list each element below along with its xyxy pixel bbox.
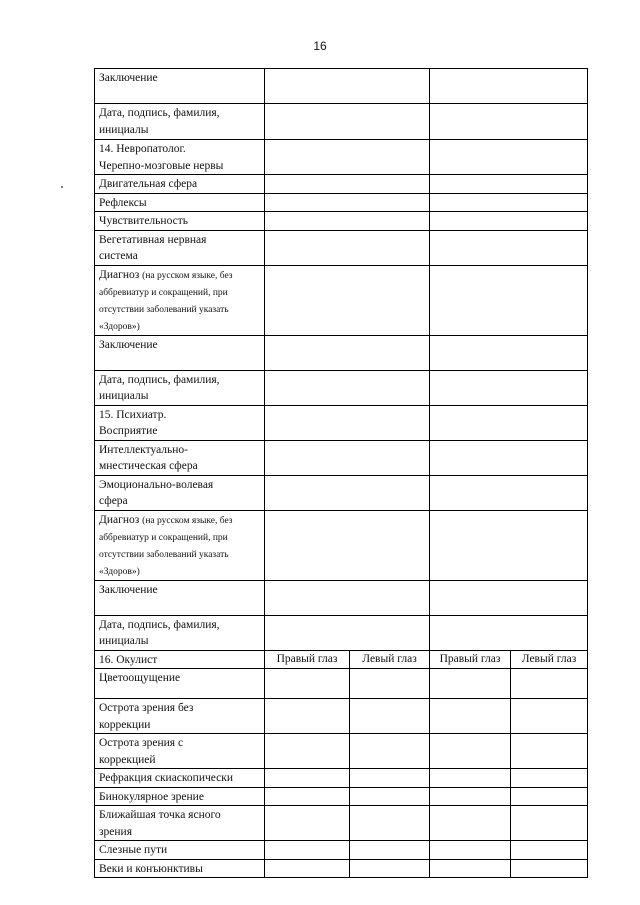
entry-cell[interactable] — [430, 510, 588, 580]
signature-label: Дата, подпись, фамилия, инициалы — [95, 370, 265, 405]
entry-cell[interactable] — [430, 806, 511, 841]
table-row — [95, 769, 588, 788]
table-row — [95, 104, 588, 140]
entry-cell[interactable] — [265, 806, 350, 841]
entry-cell[interactable] — [265, 370, 430, 405]
entry-cell[interactable] — [511, 769, 588, 788]
oculist-section-label: 16. Окулист — [95, 650, 265, 669]
entry-cell[interactable] — [430, 699, 511, 734]
table-row — [95, 806, 588, 841]
acuity-no-correction-label: Острота зрения без коррекции — [95, 699, 265, 734]
entry-cell[interactable] — [430, 475, 588, 510]
entry-cell[interactable] — [511, 787, 588, 806]
table-row — [95, 69, 588, 104]
right-eye-header: Правый глаз — [430, 650, 511, 669]
table-row — [95, 734, 588, 769]
entry-cell[interactable] — [430, 859, 511, 878]
acuity-correction-label: Острота зрения с коррекцией — [95, 734, 265, 769]
entry-cell[interactable] — [265, 841, 350, 860]
entry-cell[interactable] — [430, 230, 588, 265]
entry-cell[interactable] — [430, 440, 588, 475]
table-row — [95, 859, 588, 878]
entry-cell[interactable] — [265, 615, 430, 650]
entry-cell[interactable] — [430, 370, 588, 405]
entry-cell[interactable] — [430, 580, 588, 615]
table-row — [95, 175, 588, 194]
entry-cell[interactable] — [430, 104, 588, 140]
entry-cell[interactable] — [430, 769, 511, 788]
entry-cell[interactable] — [430, 841, 511, 860]
near-point-label: Ближайшая точка ясного зрения — [95, 806, 265, 841]
entry-cell[interactable] — [511, 734, 588, 769]
entry-cell[interactable] — [511, 841, 588, 860]
entry-cell[interactable] — [511, 859, 588, 878]
entry-cell[interactable] — [265, 510, 430, 580]
page-number: 16 — [313, 39, 327, 53]
table-row — [95, 650, 588, 669]
entry-cell[interactable] — [265, 787, 350, 806]
vegetative-label: Вегетативная нервная система — [95, 230, 265, 265]
table-row — [95, 580, 588, 615]
table-row — [95, 841, 588, 860]
entry-cell[interactable] — [350, 787, 430, 806]
table-row — [95, 212, 588, 231]
neurologist-section-label: 14. Невропатолог. Черепно-мозговые нервы — [95, 140, 265, 175]
entry-cell[interactable] — [430, 175, 588, 194]
table-row — [95, 405, 588, 440]
medical-form-table — [94, 68, 588, 878]
entry-cell[interactable] — [511, 699, 588, 734]
entry-cell[interactable] — [430, 335, 588, 370]
signature-label: Дата, подпись, фамилия, инициалы — [95, 104, 265, 140]
entry-cell[interactable] — [265, 405, 430, 440]
entry-cell[interactable] — [265, 265, 430, 335]
table-row — [95, 230, 588, 265]
entry-cell[interactable] — [265, 440, 430, 475]
signature-label: Дата, подпись, фамилия, инициалы — [95, 615, 265, 650]
entry-cell[interactable] — [265, 859, 350, 878]
table-row — [95, 669, 588, 699]
entry-cell[interactable] — [265, 140, 430, 175]
sensitivity-label: Чувствительность — [95, 212, 265, 231]
entry-cell[interactable] — [430, 69, 588, 104]
refraction-label: Рефракция скиаскопически — [95, 769, 265, 788]
entry-cell[interactable] — [265, 193, 430, 212]
entry-cell[interactable] — [265, 769, 350, 788]
emotional-label: Эмоционально-волевая сфера — [95, 475, 265, 510]
left-eye-header: Левый глаз — [350, 650, 430, 669]
entry-cell[interactable] — [350, 859, 430, 878]
entry-cell[interactable] — [265, 475, 430, 510]
table-row — [95, 193, 588, 212]
entry-cell[interactable] — [430, 265, 588, 335]
entry-cell[interactable] — [350, 841, 430, 860]
right-eye-header: Правый глаз — [265, 650, 350, 669]
intellect-label: Интеллектуально- мнестическая сфера — [95, 440, 265, 475]
psychiatrist-section-label: 15. Психиатр. Восприятие — [95, 405, 265, 440]
table-row — [95, 140, 588, 175]
entry-cell[interactable] — [430, 212, 588, 231]
table-row — [95, 440, 588, 475]
motor-label: Двигательная сфера — [95, 175, 265, 194]
conclusion-label: Заключение — [95, 580, 265, 615]
eyelids-label: Веки и конъюнктивы — [95, 859, 265, 878]
entry-cell[interactable] — [265, 699, 350, 734]
table-row — [95, 510, 588, 580]
diagnosis-label: Диагноз (на русском языке, без аббревиатур и сокращений, при отсутствии заболеваний указать «Здоров») — [95, 265, 265, 335]
entry-cell[interactable] — [511, 806, 588, 841]
entry-cell[interactable] — [350, 669, 430, 699]
entry-cell[interactable] — [511, 669, 588, 699]
entry-cell[interactable] — [265, 104, 430, 140]
color-perception-label: Цветоощущение — [95, 669, 265, 699]
left-eye-header: Левый глаз — [511, 650, 588, 669]
conclusion-label: Заключение — [95, 335, 265, 370]
scan-speck — [61, 186, 63, 188]
entry-cell[interactable] — [350, 769, 430, 788]
entry-cell[interactable] — [265, 230, 430, 265]
tear-ducts-label: Слезные пути — [95, 841, 265, 860]
entry-cell[interactable] — [430, 787, 511, 806]
diagnosis-label: Диагноз (на русском языке, без аббревиатур и сокращений, при отсутствии заболеваний указать «Здоров») — [95, 510, 265, 580]
entry-cell[interactable] — [265, 669, 350, 699]
entry-cell[interactable] — [430, 193, 588, 212]
table-row — [95, 699, 588, 734]
table-row — [95, 370, 588, 405]
table-row — [95, 335, 588, 370]
entry-cell[interactable] — [430, 734, 511, 769]
entry-cell[interactable] — [265, 212, 430, 231]
entry-cell[interactable] — [350, 806, 430, 841]
entry-cell[interactable] — [350, 734, 430, 769]
table-row — [95, 615, 588, 650]
table-row — [95, 787, 588, 806]
table-row — [95, 265, 588, 335]
entry-cell[interactable] — [265, 175, 430, 194]
entry-cell[interactable] — [430, 615, 588, 650]
entry-cell[interactable] — [265, 335, 430, 370]
reflexes-label: Рефлексы — [95, 193, 265, 212]
entry-cell[interactable] — [265, 734, 350, 769]
conclusion-label: Заключение — [95, 69, 265, 104]
entry-cell[interactable] — [430, 405, 588, 440]
entry-cell[interactable] — [265, 69, 430, 104]
entry-cell[interactable] — [265, 580, 430, 615]
entry-cell[interactable] — [350, 699, 430, 734]
entry-cell[interactable] — [430, 669, 511, 699]
binocular-label: Бинокулярное зрение — [95, 787, 265, 806]
table-row — [95, 475, 588, 510]
entry-cell[interactable] — [430, 140, 588, 175]
